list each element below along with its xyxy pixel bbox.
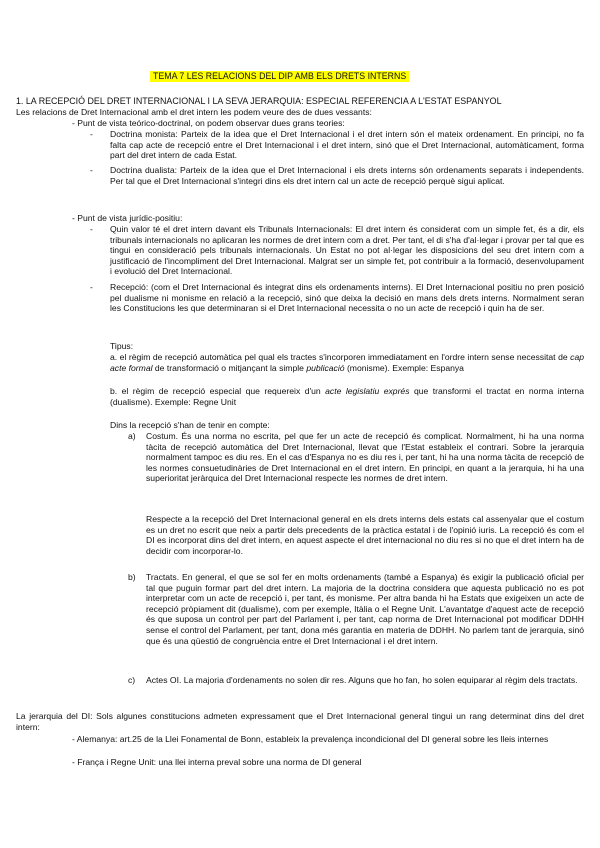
tipus-a-text: a. el règim de recepció automàtica pel qual els tractes s'incorporen immediatament en l'ordre intern sense necessitat de — [110, 352, 568, 362]
positive-heading: - Punt de vista jurídic-positiu: — [72, 213, 183, 223]
tipus-a-emphasis: publicació — [306, 362, 345, 373]
bullet-dash: - — [90, 165, 93, 175]
tipus-b-emphasis: acte legislatiu exprés — [325, 386, 410, 396]
hierarchy-paragraph: La jerarquia del DI: Sols algunes constitucions admeten expressament que el Dret Internacional general tingui un rang determinat dins del dret intern: — [16, 711, 584, 732]
item-c-acts: Actes OI. La majoria d'ordenaments no solen dir res. Alguns que ho fan, ho solen equiparar al règim dels tractats. — [146, 675, 578, 685]
item-b-letter: b) — [128, 572, 136, 582]
bullet-dash: - — [90, 282, 93, 292]
monist-doctrine: Doctrina monista: Parteix de la idea que el Dret Internacional i el dret intern són el mateix ordenament. En principi, no fa falta cap acte de recepció entre el Dret Internacional i el dret intern, sinó que el Dret Internacional, automàticament, forma part del dret intern de cada Estat. — [110, 129, 584, 161]
bullet-dash: - — [90, 129, 93, 139]
item-a-custom-detail: Respecte a la recepció del Dret Internacional general en els drets interns dels estats cal assenyalar que el costum es un dret no escrit que neix a partir dels precedents de la pràctica estatal i de l'opinió iuris. La recepció és com el DI es incorporat dins del dret intern, en aquest aspecte el dret internacional no diu res si no que el dret intern ha de decidir com incorporar-lo. — [146, 514, 584, 556]
document-title: TEMA 7 LES RELACIONS DEL DIP AMB ELS DRETS INTERNS — [150, 71, 409, 82]
bullet-dash: - — [90, 224, 93, 234]
tipus-a-text: (monisme). Exemple: Espanya — [346, 362, 464, 373]
item-a-letter: a) — [128, 431, 136, 441]
dins-heading: Dins la recepció s'han de tenir en compte: — [110, 420, 270, 430]
tipus-b-text: que transformi el tractat en norma interna (dualisme). Exemple: Regne Unit — [110, 386, 584, 407]
intro-paragraph: Les relacions de Dret Internacional amb el dret intern les podem veure des de dues vessants: — [16, 107, 372, 117]
tipus-b-text: b. el règim de recepció especial que requereix d'un — [110, 386, 321, 396]
tipus-a — [110, 352, 584, 373]
hierarchy-france-uk: - França i Regne Unit: una llei interna preval sobre una norma de DI general — [72, 757, 362, 767]
item-a-custom: Costum. És una norma no escrita, pel que fer un acte de recepció és complicat. Normalment, hi ha una norma tàcita de recepció automàtica del Dret Internacional, llevat que l'Estat estableix el contrari. Sobre la jerarquia normalment tampoc es diu res. En el cas d'Espanya no es diu res i, per tant, hi ha una norma tàcita de recepció de les normes consuetudinàries de Dret Internacional en el dret intern. En principi, en quant a la jerarquia, hi ha una superioritat jeràrquica del Dret Internacional respecte les normes de dret intern. — [146, 431, 584, 484]
tipus-label: Tipus: — [110, 341, 134, 351]
item-b-treaties: Tractats. En general, el que se sol fer en molts ordenaments (també a Espanya) és exigir la publicació oficial per tal que puguin formar part del dret intern. La majoria de la doctrina considera que aquesta publicació no es pot interpretar com un acte de recepció i, per tant, és monisme. Per altra banda hi ha Estats que exigeixen un acte de recepció pròpiament dit (dualisme), com per exemple, Itàlia o el Regne Unit. L'avantatge d'aquest acte de recepció és que suposa un control per part del Parlament i, per tant, cap norma de Dret Internacional pot modificar DDHH sense el control del Parlament, per tant, dona més garantia en materia de DDHH. No parlem tant de jerarquia, sinó que és una qüestió de congruència entre el Dret Internacional i el dret intern. — [146, 572, 584, 646]
reception-paragraph: Recepció: (com el Dret Internacional és integrat dins els ordenaments interns). El Dret Internacional positiu no pren posició pel dualisme ni monisme en relació a la recepció, sinó que deixa la decisió en mans dels drets interns. Normalment seran les Constitucions les que determinaran si el Dret Internacional necessita o no un acte de recepció i quin ha de ser. — [110, 282, 584, 314]
tipus-b — [110, 386, 584, 407]
tipus-a-text: de transformació o mitjançant la simple — [154, 362, 304, 373]
tipus-a-emphasis: cap acte formal — [110, 352, 584, 373]
dualist-doctrine: Doctrina dualista: Parteix de la idea que el Dret Internacional i els drets interns són ordenaments separats i independents. Per tal que el Dret Internacional s'integri dins els dret intern cal un acte de recepció perquè sigui aplicat. — [110, 165, 584, 186]
section-heading: 1. LA RECEPCIÓ DEL DRET INTERNACIONAL I LA SEVA JERARQUIA: ESPECIAL REFERENCIA A L'ESTAT ESPANYOL — [16, 96, 502, 106]
hierarchy-germany: - Alemanya: art.25 de la Llei Fonamental de Bonn, estableix la prevalença incondicional del DI general sobre les lleis internes — [72, 734, 549, 744]
item-c-letter: c) — [128, 675, 136, 685]
international-tribunals-value: Quin valor té el dret intern davant els Tribunals Internacionals: El dret intern és considerat com un simple fet, és a dir, els tribunals internacionals no aplicaran les normes de dret intern com a dret. Per tant, el di s'ha d'al·legar i provar per tal que es tingui en consideració pels tribunals internacionals. Un Estat no pot al·legar les disposicions del seu dret intern com a justificació de l'incompliment del Dret Internacional. Malgrat ser un simple fet, pot contribuir a la formació, desenvolupament i evolució del Dret Internacional. — [110, 224, 584, 277]
theory-heading: - Punt de vista teórico-doctrinal, on podem observar dues grans teories: — [72, 118, 345, 128]
